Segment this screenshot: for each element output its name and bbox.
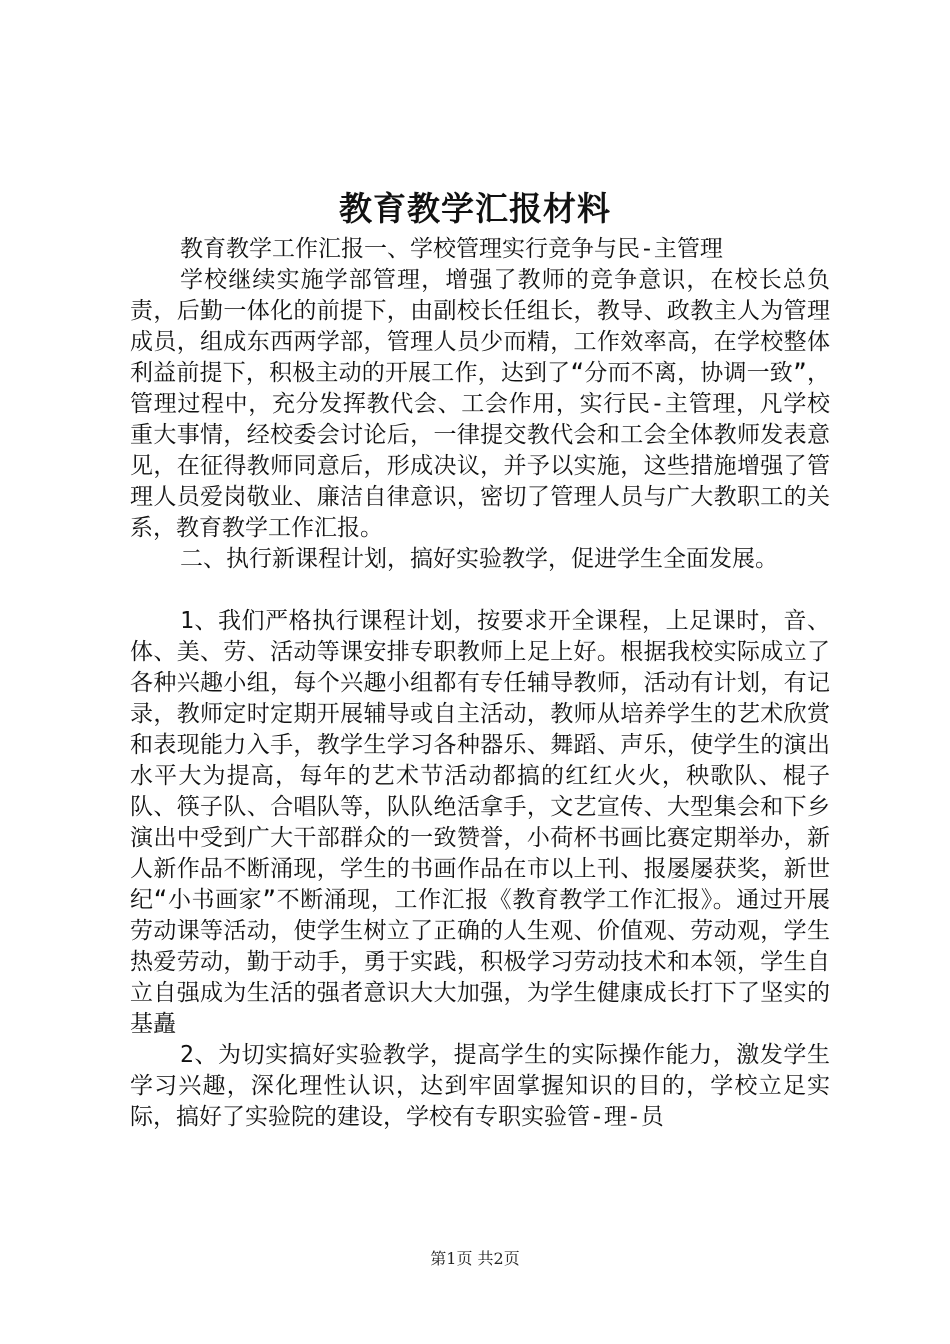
document-body	[130, 234, 830, 1133]
paragraph-heading-two: 二、执行新课程计划，搞好实验教学，促进学生全面发展。	[180, 546, 778, 572]
document-title: 教育教学汇报材料	[339, 189, 611, 228]
paragraph-heading-one: 教育教学工作汇报一、学校管理实行竞争与民-主管理	[180, 236, 723, 262]
paragraph-item-two: 2、为切实搞好实验教学，提高学生的实际操作能力，激发学生学习兴趣，深化理性认识，达到牢固掌握知识的目的，学校立足实际，搞好了实验院的建设，学校有专职实验管-理-员	[130, 1042, 830, 1130]
paragraph-management: 学校继续实施学部管理，增强了教师的竞争意识，在校长总负责，后勤一体化的前提下，由副校长任组长，教导、政教主人为管理成员，组成东西两学部，管理人员少而精，工作效率高，在学校整体利益前提下，积极主动的开展工作，达到了“分而不离，协调一致”，管理过程中，充分发挥教代会、工会作用，实行民-主管理，凡学校重大事情，经校委会讨论后，一律提交教代会和工会全体教师发表意见，在征得教师同意后，形成决议，并予以实施，这些措施增强了管理人员爱岗敬业、廉洁自律意识，密切了管理人员与广大教职工的关系，教育教学工作汇报。	[130, 267, 830, 541]
paragraph-item-one: 1、我们严格执行课程计划，按要求开全课程，上足课时，音、体、美、劳、活动等课安排专职教师上足上好。根据我校实际成立了各种兴趣小组，每个兴趣小组都有专任辅导教师，活动有计划，有记录，教师定时定期开展辅导或自主活动，教师从培养学生的艺术欣赏和表现能力入手，教学生学习各种器乐、舞蹈、声乐，使学生的演出水平大为提高，每年的艺术节活动都搞的红红火火，秧歌队、棍子队、筷子队、合唱队等，队队绝活拿手，文艺宣传、大型集会和下乡演出中受到广大干部群众的一致赞誉，小荷杯书画比赛定期举办，新人新作品不断涌现，学生的书画作品在市以上刊、报屡屡获奖，新世纪“小书画家”不断涌现，工作汇报《教育教学工作汇报》。通过开展劳动课等活动，使学生树立了正确的人生观、价值观、劳动观，学生热爱劳动，勤于动手，勇于实践，积极学习劳动技术和本领，学生自立自强成为生活的强者意识大大加强，为学生健康成长打下了坚实的基矗	[130, 608, 830, 1037]
page-number-footer: 第1页 共2页	[430, 1249, 520, 1268]
